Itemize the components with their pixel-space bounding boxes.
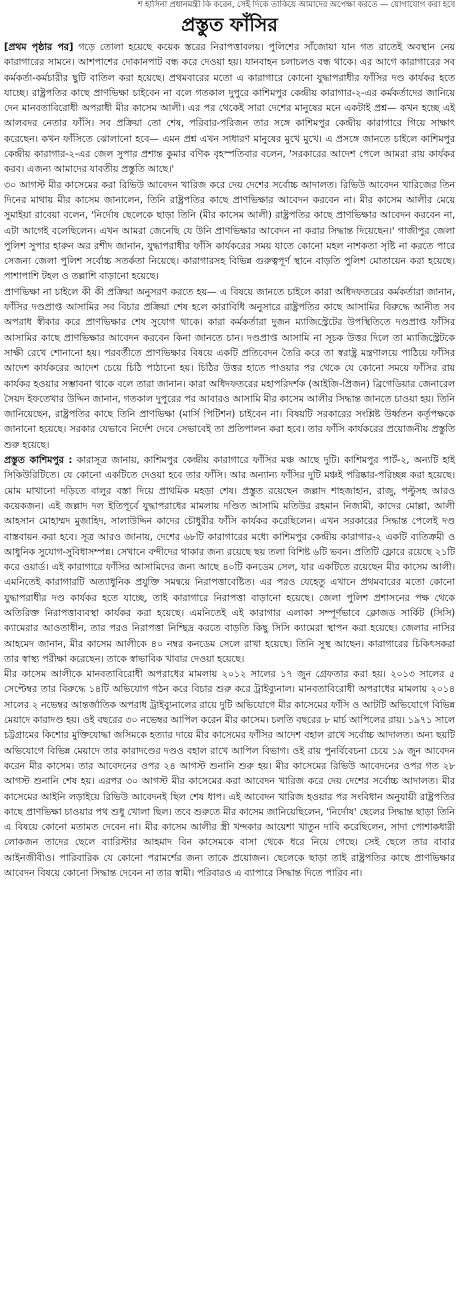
article-paragraph: [4, 453, 455, 667]
continued-from-marker: [প্রথম পৃষ্ঠার পর]: [4, 42, 74, 53]
paragraph-text: গড়ে তোলা হয়েছে কয়েক স্তরের নিরাপত্তাবলয়। পুলিশের সাঁজোয়া যান গত রাতেই অবস্থান নেয় কারাগারের সামনে। আশপাশের দোকানপাট বন্ধ করে দেওয়া হয়। যানবাহন চলাচলও বন্ধ থাকে। এর আগে কারাগারের সব কর্মকর্তা-কর্মচারীর ছুটি বাতিল করা হয়েছে। প্রথমবারের মতো এ কারাগারে কোনো যুদ্ধাপরাধীর ফাঁসির দণ্ড কার্যকর হতে যাচ্ছে। রাষ্ট্রপতির কাছে প্রাণভিক্ষা চাইবেন না বলে গতকাল দুপুরে কাশিমপুর কেন্দ্রীয় কারাগার-২-এর কর্মকর্তাদের জানিয়ে দেন মানবতাবিরোধী অপরাধী মীর কাসেম আলী। এর পর থেকেই সারা দেশের মানুষের মনে একটাই প্রশ্ন— কখন হচ্ছে এই আলবদর নেতার ফাঁসি। সব প্রক্রিয়া তো শেষ, পরিবার-পরিজন তার সঙ্গে কাশিমপুর কেন্দ্রীয় কারাগারে গিয়ে সাক্ষাৎ করেছেন। কখন ফাঁসিতে ঝোলানো হবে— এমন প্রশ্ন এখন সাধারণ মানুষের মুখে মুখে। এ প্রসঙ্গে জানতে চাইলে কাশিমপুর কেন্দ্রীয় কারাগার-২-এর জেল সুপার প্রশান্ত কুমার বণিক বৃহস্পতিবার বলেন, 'সরকারের আদেশ পেলে আমরা রায় কার্যকর করব। এজন্য আমাদের যাবতীয় প্রস্তুতি আছে।': [4, 42, 456, 176]
headline: প্রস্তুত ফাঁসির: [181, 14, 278, 36]
paragraph-text: কারাসূত্র জানায়, কাশিমপুর কেন্দ্রীয় কারাগারে ফাঁসির মঞ্চ আছে দুটি। কাশিমপুর পার্ট-২, অন্যটি হাই সিকিউরিটিতে। যে কোনো একটিতে দেওয়া হবে তার ফাঁসি। আর অন্যান্য ফাঁসির দুটি মঞ্চই পরিষ্কার-পরিচ্ছন্ন করা হয়েছে। মোম মাখানো দড়িতে বালুর বস্তা দিয়ে প্রাথমিক মহড়া শেষ। প্রস্তুত রয়েছেন জল্লাদ শাহজাহান, রাজু, পল্টুসহ আরও কয়েকজন। এই জল্লাদ দল ইতিপূর্বে যুদ্ধাপরাধের মামলায় দণ্ডিত আসামি মতিউর রহমান নিজামী, কাদের মোল্লা, আলী আহসান মোহাম্মদ মুজাহিদ, সালাউদ্দিন কাদের চৌধুরীর ফাঁসি কার্যকর করেছিলেন। এখন সরকারের সিদ্ধান্ত পেলেই দণ্ড বাস্তবায়ন করা হবে। সূত্র আরও জানায়, দেশের ৬৮টি কারাগারের মধ্যে কাশিমপুর কেন্দ্রীয় কারাগার-২ একটি ব্যতিক্রমী ও আধুনিক সুযোগ-সুবিধাসম্পন্ন। সেখানে বন্দীদের থাকার জন্য রয়েছে ছয় তলা বিশিষ্ট ৬টি ভবন। প্রতিটি ফ্লোরে রয়েছে ২১টি করে ওয়ার্ড। এই কারাগারে ফাঁসির আসামিদের জন্য আছে ৪০টি কনডেম সেল, যার একটিতে রয়েছেন মীর কাসেম আলী। এমনিতেই কারাগারটি অত্যাধুনিক প্রযুক্তি সমন্বয়ে নিরাপত্তাবেষ্টিত। এর পরও যেহেতু এখানে প্রথমবারের মতো কোনো যুদ্ধাপরাধীর দণ্ড কার্যকর হতে যাচ্ছে, তাই কারাগারে নিরাপত্তা বাড়ানো হয়েছে। জেলা পুলিশ প্রশাসনের পক্ষ থেকে অতিরিক্ত নিরাপত্তাব্যবস্থা কার্যকর করা হয়েছে। এমনিতেই এই কারাগার এলাকা সম্পূর্ণভাবে ক্লোজড সার্কিট (সিসি) ক্যামেরার আওতাধীন, তার পরও নিরাপত্তা নিশ্ছিদ্র করতে বাড়তি কিছু সিসি ক্যামেরা স্থাপন করা হয়েছে। জেলার নাসির আহমেদ জানান, মীর কাসেম আলীকে ৪০ নম্বর কনডেম সেলে রাখা হয়েছে। তিনি সুস্থ আছেন। কারাগারের চিকিৎসকরা তার স্বাস্থ্য পরীক্ষা করেছেন। তাকে স্বাভাবিক খাবার দেওয়া হয়েছে।: [4, 455, 455, 665]
article-paragraph: ৩০ আগস্ট মীর কাসেমের করা রিভিউ আবেদন খারিজ করে দেয় দেশের সর্বোচ্চ আদালত। রিভিউ আবেদন খারিজের তিন দিনের মাথায় মীর কাসেম জানালেন, তিনি রাষ্ট্রপতির কাছে প্রাণভিক্ষার আবেদন করবেন না। মীর কাসেম আলীর মেয়ে সুমাইয়া রাবেয়া বলেন, 'নির্দোষ ছেলেকে ছাড়া তিনি (মীর কাসেম আলী) রাষ্ট্রপতির কাছে প্রাণভিক্ষার আবেদন করবেন না, এটা আগেই বলেছিলেন। এখন আমরা জেনেছি যে উনি প্রাণভিক্ষার আবেদন না করার সিদ্ধান্ত দিয়েছেন।' গাজীপুর জেলা পুলিশ সুপার হারুন অর রশীদ জানান, যুদ্ধাপরাধীর ফাঁসি কার্যকরের সময় যাতে কোনো মহল নাশকতা সৃষ্টি না করতে পারে সেজন্য জেলা পুলিশ সর্বোচ্চ সতর্কতা নিয়েছে। কারাগারসহ বিভিন্ন গুরুত্বপূর্ণ স্থানে বাড়তি পুলিশ মোতায়েন করা হয়েছে। পাশাপাশি টহল ও তল্লাশি বাড়ানো হয়েছে।: [4, 179, 455, 283]
article-paragraph: মীর কাসেম আলীকে মানবতাবিরোধী অপরাধের মামলায় ২০১২ সালের ১৭ জুন গ্রেফতার করা হয়। ২০১৩ সালের ৫ সেপ্টেম্বর তার বিরুদ্ধে ১৪টি অভিযোগ গঠন করে বিচার শুরু করে ট্রাইব্যুনাল। মানবতাবিরোধী অপরাধের মামলায় ২০১৪ সালের ২ নভেম্বর আন্তর্জাতিক অপরাধ ট্রাইব্যুনালের রায়ে দুটি অভিযোগে মীর কাসেমের ফাঁসি ও আটটি অভিযোগে বিভিন্ন মেয়াদে কারাদণ্ড হয়। ওই বছরের ৩০ নভেম্বর আপিল করেন মীর কাসেম। চলতি বছরের ৮ মার্চ আপিলের রায়। ১৯৭১ সালে চট্টগ্রামের কিশোর মুক্তিযোদ্ধা জসিমকে হত্যার দায়ে মীর কাসেমের ফাঁসির আদেশ বহাল রাখে সর্বোচ্চ আদালত। অন্য ছয়টি অভিযোগে বিভিন্ন মেয়াদে তার কারাদণ্ডের দণ্ডও বহাল রাখে আপিল বিভাগ। ওই রায় পুনর্বিবেচনা চেয়ে ১৯ জুন আবেদন করেন মীর কাসেম। তার আবেদনের ওপর ২৪ আগস্ট শুনানি শুরু হয়। মীর কাসেমের রিভিউ আবেদনের ওপর গত ২৮ আগস্ট শুনানি শেষ হয়। এরপর ৩০ আগস্ট মীর কাসেমের করা আবেদন খারিজ করে দেয় দেশের সর্বোচ্চ আদালত। মীর কাসেমের আইনি লড়াইয়ে রিভিউ আবেদনই ছিল শেষ ধাপ। এই আবেদন খারিজ হওয়ার পর সংবিধান অনুযায়ী রাষ্ট্রপতির কাছে প্রাণভিক্ষা চাওয়ার পথ শুধু খোলা ছিল। তবে শুরুতে মীর কাসেম জানিয়েছিলেন, 'নির্দোষ' ছেলের সিদ্ধান্ত ছাড়া তিনি এ বিষয়ে কোনো মতামত দেবেন না। মীর কাসেম আলীর স্ত্রী খন্দকার আয়েশা খাতুন দাবি করেছিলেন, সাদা পোশাকধারী লোকজন তাদের ছেলে ব্যারিস্টার আহমাদ বিন কাসেমকে বাসা থেকে ধরে নিয়ে গেছে। সেই ছেলে তার বাবার আইনজীবীও। পারিবারিক যে কোনো পরামর্শের জন্য তাকে প্রয়োজন। ছেলেকে ছাড়া তাই রাষ্ট্রপতির কাছে প্রাণভিক্ষার আবেদন বিষয়ে কোনো সিদ্ধান্ত দেবেন না তার স্বামী। পরিবারও এ ব্যাপারে সিদ্ধান্ত দিতে পারিব না।: [4, 669, 455, 880]
article-body: [4, 40, 455, 881]
article-paragraph: প্রাণভিক্ষা না চাইলে কী কী প্রক্রিয়া অনুসরণ করতে হয়— এ বিষয়ে জানতে চাইলে কারা অধিদফতরের কর্মকর্তারা জানান, ফাঁসির দণ্ডপ্রাপ্ত আসামির সব বিচার প্রক্রিয়া শেষ হলে কারাবিধি অনুসারে রাষ্ট্রপতির কাছে আসামির বিরুদ্ধে আনীত সব অপরাধ স্বীকার করে প্রাণভিক্ষার শেষ সুযোগ থাকে। কারা কর্মকর্তারা দুজন ম্যাজিস্ট্রেটের উপস্থিতিতে দণ্ডপ্রাপ্ত ফাঁসির আসামির কাছে প্রাণভিক্ষার আবেদন করবেন কিনা জানতে চান। দণ্ডপ্রাপ্ত আসামি না সূচক উত্তর দিলে তা ম্যাজিস্ট্রেটকে সাক্ষী রেখে শোনানো হয়। পরবর্তীতে প্রাণভিক্ষার বিষয়ে একটি প্রতিবেদন তৈরি করে তা স্বরাষ্ট্র মন্ত্রণালয়ে পাঠিয়ে ফাঁসির আদেশ কার্যকরের আদেশ চেয়ে চিঠি পাঠানো হয়। চিঠির উত্তর হাতে পাওয়ার পর থেকে যে কোনো সময়ে ফাঁসির রায় কার্যকর হওয়ার সম্ভাবনা থাকে বলে তারা জানান। কারা অধিদফতরের মহাপরিদর্শক (আইজি-প্রিজন) ব্রিগেডিয়ার জেনারেল সৈয়দ ইফতেখার উদ্দিন জানান, গতকাল দুপুরের পর আবারও আসামি মীর কাসেম আলীর সিদ্ধান্ত জানতে চাওয়া হয়। তিনি জানিয়েছেন, রাষ্ট্রপতির কাছে তিনি প্রাণভিক্ষা (মার্সি পিটিশন) চাইবেন না। বিষয়টি সরকারের সংশ্লিষ্ট উর্ধ্বতন কর্তৃপক্ষকে জানানো হয়েছে। সরকার যেভাবে নির্দেশ দেবে সেভাবেই তা প্রতিপালন করা হবে। তার ফাঁসি কার্যকরের প্রয়োজনীয় প্রস্তুতি শুরু হয়েছে।: [4, 286, 455, 451]
subheading: প্রস্তুত কাশিমপুর :: [4, 455, 73, 467]
article-paragraph: [4, 40, 455, 178]
previous-article-fragment: শ হাসিনা প্রধানমন্ত্রী কি করেন, সেই দিকে তাকিয়ে আমাদের অপেক্ষা করতে — যোগাযোগ করা হবে: [137, 0, 455, 10]
